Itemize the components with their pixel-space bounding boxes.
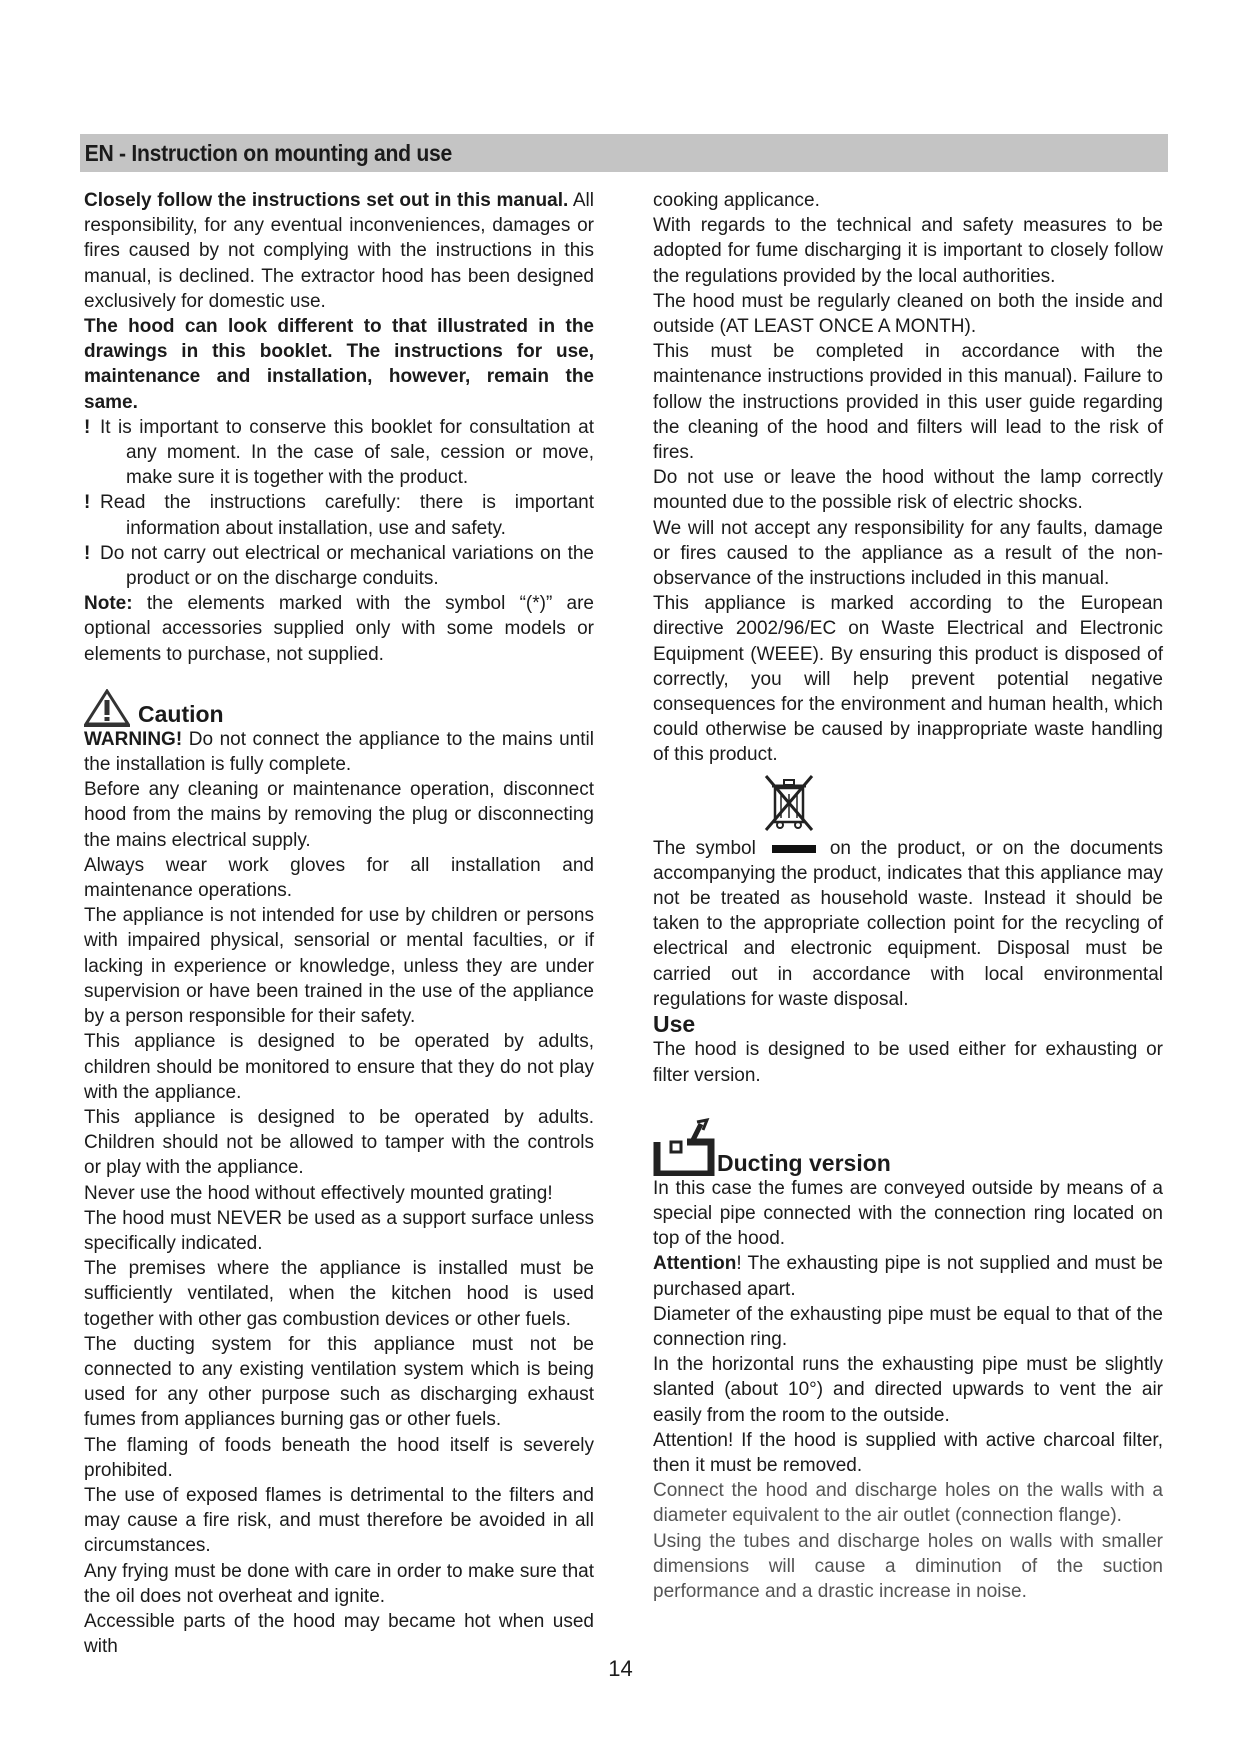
symbol-paragraph: The symbol on the product, or on the documents accompanying the product, indicates that this appliance may not be treated as household waste. Instead it should be taken to the appropriate collection point for the recycling of electrical and electronic equipment. Disposal must be carried out in accordance with local environmental regulations for waste disposal. [653, 837, 1163, 1010]
safety-paragraph: This appliance is designed to be operated by adults. Children should not be allowed to tamper with the controls or play with the appliance. [84, 1106, 594, 1179]
bullet-item: ! Read the instructions carefully: there is important information about installation, use and safety. [84, 492, 594, 539]
exclamation-mark: ! [84, 492, 91, 514]
warning-paragraph: WARNING! Do not connect the appliance to the mains until the installation is fully complete. [84, 728, 594, 776]
ducting-paragraph: In this case the fumes are conveyed outside by means of a special pipe connected with the connection ring located on top of the hood. [653, 1177, 1163, 1250]
weee-symbol-area [653, 768, 1163, 836]
intro-bold: Closely follow the instructions set out in this manual. [84, 190, 569, 211]
warning-triangle-icon [84, 689, 130, 727]
caution-heading: Caution [138, 700, 224, 727]
ducting-heading: Ducting version [717, 1149, 891, 1176]
info-paragraph: The hood must be regularly cleaned on both the inside and outside (AT LEAST ONCE A MONTH). [653, 290, 1163, 338]
info-paragraph: With regards to the technical and safety measures to be adopted for fume discharging it is important to closely follow the regulations provided by the local authorities. [653, 215, 1163, 287]
safety-paragraph: Accessible parts of the hood may became hot when used with [84, 1610, 594, 1658]
safety-paragraph: Always wear work gloves for all installation and maintenance operations. [84, 854, 594, 902]
attention-label: Attention [653, 1253, 737, 1275]
info-paragraph: We will not accept any responsibility for any faults, damage or fires caused to the appliance as a result of the non-observance of the instructions included in this manual. [653, 517, 1163, 590]
caution-heading-row [84, 687, 594, 727]
note-paragraph: Note: the elements marked with the symbol “(*)” are optional accessories supplied only with some models or elements to purchase, not supplied. [84, 593, 594, 665]
safety-paragraph: The flaming of foods beneath the hood itself is severely prohibited. [84, 1434, 594, 1481]
right-column [653, 188, 1163, 1604]
notice-paragraph: The hood can look different to that illustrated in the drawings in this booklet. The instructions for use, maintenance and installation, however, remain the same. [84, 316, 594, 413]
ducting-heading-row [653, 1118, 1163, 1176]
ducting-paragraph: In the horizontal runs the exhausting pipe must be slightly slanted (about 10°) and directed upwards to vent the air easily from the room to the outside. [653, 1354, 1163, 1426]
intro-paragraph [84, 188, 594, 314]
left-column [84, 188, 594, 1659]
note-label: Note: [84, 593, 133, 615]
safety-paragraph: Any frying must be done with care in order to make sure that the oil does not overheat and ignite. [84, 1560, 594, 1607]
use-heading: Use [653, 1011, 696, 1038]
safety-paragraph: The use of exposed flames is detrimental to the filters and may cause a fire risk, and must therefore be avoided in all circumstances. [84, 1484, 594, 1557]
info-paragraph: Do not use or leave the hood without the lamp correctly mounted due to the possible risk of electric shocks. [653, 467, 1163, 514]
ducting-paragraph: Using the tubes and discharge holes on walls with smaller dimensions will cause a diminution of the suction performance and a drastic increase in noise. [653, 1530, 1163, 1602]
safety-paragraph: Never use the hood without effectively mounted grating! [84, 1182, 553, 1204]
attention-paragraph: Attention! The exhausting pipe is not supplied and must be purchased apart. [653, 1253, 1163, 1300]
info-paragraph: cooking applicance. [653, 190, 820, 211]
use-paragraph: The hood is designed to be used either for exhausting or filter version. [653, 1039, 1163, 1086]
safety-paragraph: This appliance is designed to be operated by adults, children should be monitored to ensure that they do not play with the appliance. [84, 1031, 594, 1103]
safety-paragraph: The premises where the appliance is installed must be sufficiently ventilated, when the kitchen hood is used together with other gas combustion devices or other fuels. [84, 1258, 594, 1330]
exclamation-mark: ! [84, 416, 91, 438]
ducting-paragraph: Connect the hood and discharge holes on the walls with a diameter equivalent to the air outlet (connection flange). [653, 1480, 1163, 1527]
bullet-item: ! Do not carry out electrical or mechanical variations on the product or on the discharge conduits. [84, 542, 594, 590]
section-header [80, 134, 1168, 172]
page-number: 14 [608, 1656, 633, 1681]
info-paragraph: This must be completed in accordance with the maintenance instructions provided in this manual). Failure to follow the instructions provided in this user guide regarding the cleaning of the hood and filters will lead to the risk of fires. [653, 341, 1163, 464]
crossed-bin-icon [763, 774, 815, 832]
ducting-paragraph: Attention! If the hood is supplied with active charcoal filter, then it must be removed. [653, 1429, 1163, 1476]
weee-bar-icon [772, 845, 816, 853]
bullet-item: ! It is important to conserve this booklet for consultation at any moment. In the case of sale, cession or move, make sure it is together with the product. [84, 416, 594, 489]
intro-text: All responsibility, for any eventual inconveniences, damages or fires caused by not complying with the instructions in this manual, is declined. The extractor hood has been designed exclusively for domestic use. [84, 190, 594, 312]
ducting-paragraph: Diameter of the exhausting pipe must be equal to that of the connection ring. [653, 1303, 1163, 1350]
safety-paragraph: The hood must NEVER be used as a support surface unless specifically indicated. [84, 1207, 594, 1254]
warning-label: WARNING! [84, 728, 183, 750]
ducting-icon [653, 1118, 717, 1176]
safety-paragraph: Before any cleaning or maintenance operation, disconnect hood from the mains by removing the plug or disconnecting the mains electrical supply. [84, 779, 594, 851]
safety-paragraph: The ducting system for this appliance must not be connected to any existing ventilation system which is being used for any other purpose such as discharging exhaust fumes from appliances burning gas or other fuels. [84, 1333, 594, 1431]
safety-paragraph: The appliance is not intended for use by children or persons with impaired physical, sensorial or mental faculties, or if lacking in experience or knowledge, unless they are under supervision or have been trained in the use of the appliance by a person responsible for their safety. [84, 905, 594, 1028]
page-title: EN - Instruction on mounting and use [84, 140, 453, 166]
weee-paragraph: This appliance is marked according to the European directive 2002/96/EC on Waste Electrical and Electronic Equipment (WEEE). By ensuring this product is disposed of correctly, you will help prevent potential negative consequences for the environment and human health, which could otherwise be caused by inappropriate waste handling of this product. [653, 593, 1163, 766]
exclamation-mark: ! [84, 542, 91, 564]
